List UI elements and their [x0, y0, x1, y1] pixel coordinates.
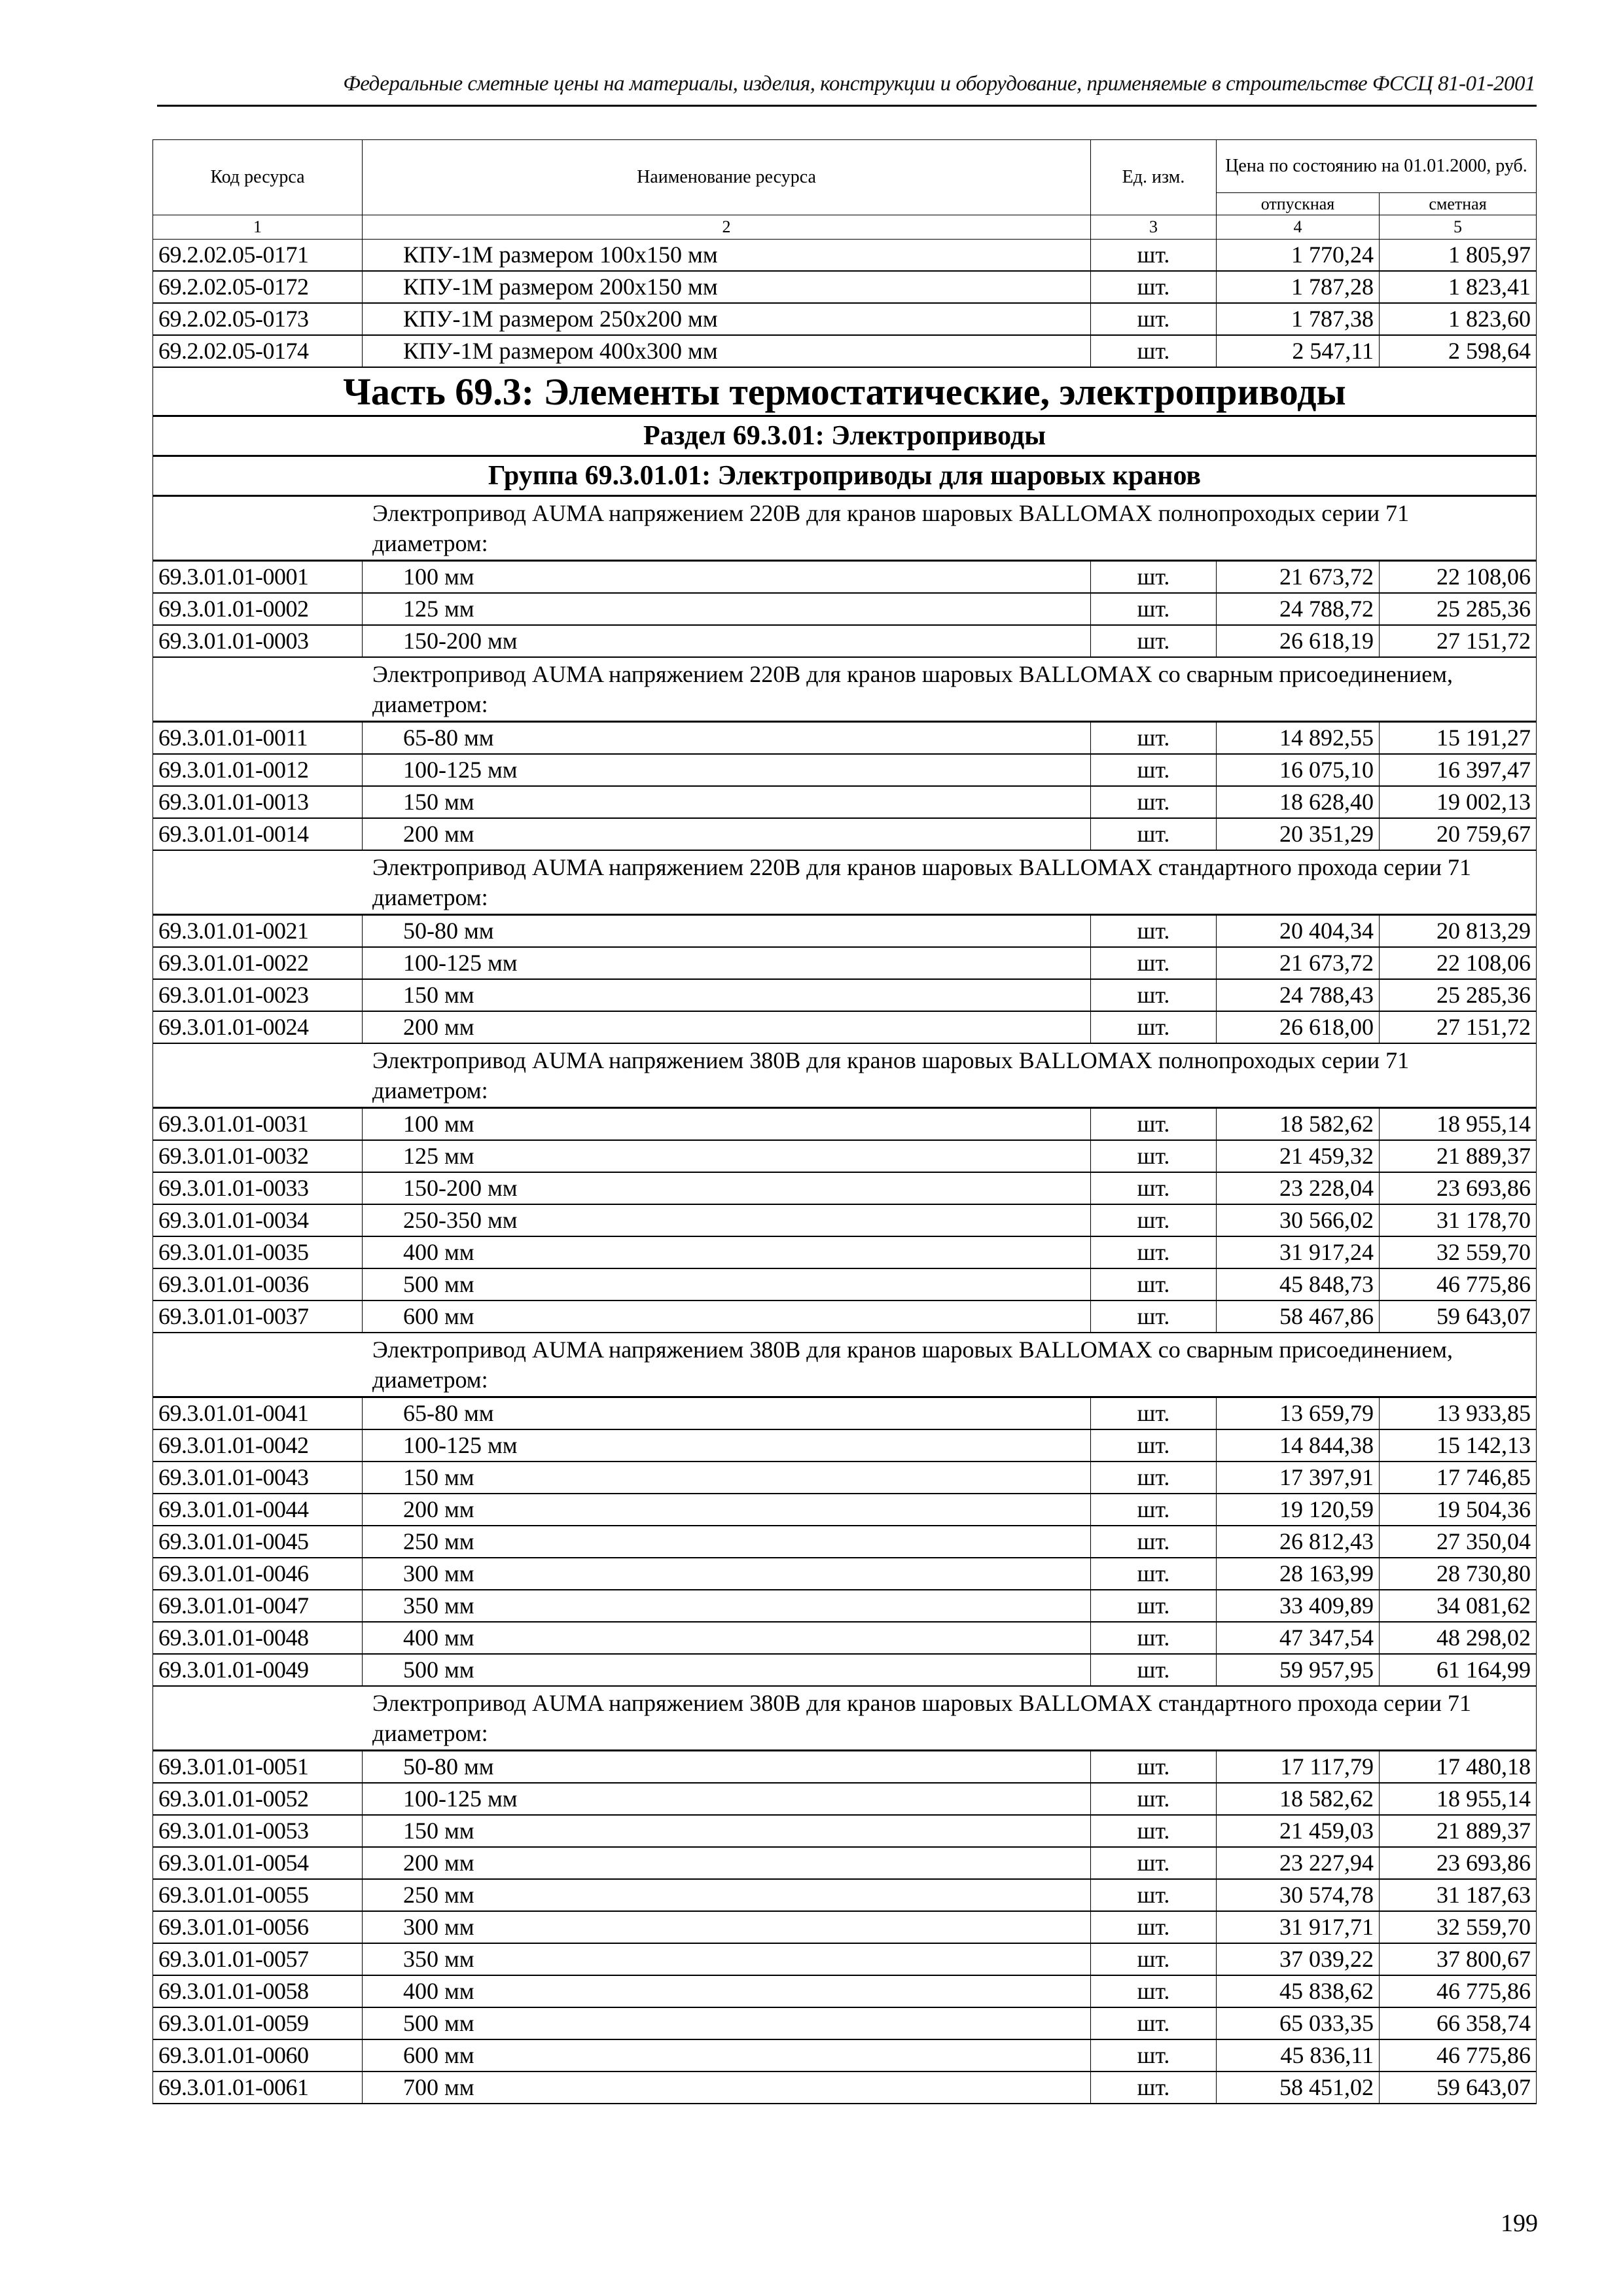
resource-name: 500 мм: [363, 2007, 1091, 2039]
column-number: 3: [1091, 215, 1217, 240]
resource-name: 300 мм: [363, 1911, 1091, 1943]
subgroup-heading-row: [153, 1333, 1537, 1397]
table-row: [153, 1975, 1537, 2007]
price-release: 37 039,22: [1217, 1943, 1380, 1975]
price-release: 1 770,24: [1217, 240, 1380, 272]
table-row: [153, 303, 1537, 335]
price-release: 59 957,95: [1217, 1654, 1380, 1686]
header-name: Наименование ресурса: [363, 140, 1091, 215]
subgroup-heading: Электропривод AUMA напряжением 220В для кранов шаровых BALLOMAX стандартного прохода серии 71 диаметром:: [153, 850, 1537, 915]
unit-of-measure: шт.: [1091, 786, 1217, 818]
part-title-row: [153, 367, 1537, 416]
table-row: [153, 2007, 1537, 2039]
table-row: [153, 1526, 1537, 1558]
resource-code: 69.2.02.05-0171: [153, 240, 363, 272]
part-title: Часть 69.3: Элементы термостатические, электроприводы: [153, 367, 1537, 416]
price-estimate: 66 358,74: [1380, 2007, 1537, 2039]
table-row: [153, 947, 1537, 979]
unit-of-measure: шт.: [1091, 1268, 1217, 1300]
resource-code: 69.2.02.05-0172: [153, 271, 363, 303]
price-estimate: 48 298,02: [1380, 1622, 1537, 1654]
resource-name: 500 мм: [363, 1268, 1091, 1300]
subgroup-heading-row: [153, 657, 1537, 722]
table-row: [153, 1943, 1537, 1975]
table-row: [153, 1879, 1537, 1911]
price-estimate: 32 559,70: [1380, 1911, 1537, 1943]
section-title: Раздел 69.3.01: Электроприводы: [153, 416, 1537, 456]
table-row: [153, 2039, 1537, 2072]
price-release: 31 917,24: [1217, 1236, 1380, 1268]
unit-of-measure: шт.: [1091, 1943, 1217, 1975]
unit-of-measure: шт.: [1091, 722, 1217, 755]
price-estimate: 18 955,14: [1380, 1108, 1537, 1141]
resource-name: 125 мм: [363, 593, 1091, 625]
price-release: 21 459,32: [1217, 1140, 1380, 1172]
price-release: 16 075,10: [1217, 754, 1380, 786]
price-estimate: 16 397,47: [1380, 754, 1537, 786]
resource-name: 150 мм: [363, 786, 1091, 818]
unit-of-measure: шт.: [1091, 240, 1217, 272]
resource-code: 69.3.01.01-0002: [153, 593, 363, 625]
price-estimate: 31 187,63: [1380, 1879, 1537, 1911]
unit-of-measure: шт.: [1091, 1397, 1217, 1430]
price-table: [152, 139, 1537, 2104]
price-release: 24 788,72: [1217, 593, 1380, 625]
resource-name: 300 мм: [363, 1558, 1091, 1590]
price-release: 14 892,55: [1217, 722, 1380, 755]
resource-name: 250 мм: [363, 1526, 1091, 1558]
price-release: 28 163,99: [1217, 1558, 1380, 1590]
resource-name: 150 мм: [363, 1815, 1091, 1847]
resource-name: 150 мм: [363, 1462, 1091, 1494]
table-row: [153, 1172, 1537, 1204]
price-estimate: 46 775,86: [1380, 2039, 1537, 2072]
resource-name: 250-350 мм: [363, 1204, 1091, 1236]
resource-name: 500 мм: [363, 1654, 1091, 1686]
resource-name: 200 мм: [363, 818, 1091, 850]
resource-code: 69.3.01.01-0044: [153, 1494, 363, 1526]
table-row: [153, 1140, 1537, 1172]
unit-of-measure: шт.: [1091, 1879, 1217, 1911]
table-row: [153, 722, 1537, 755]
unit-of-measure: шт.: [1091, 1911, 1217, 1943]
resource-code: 69.3.01.01-0056: [153, 1911, 363, 1943]
price-release: 26 618,19: [1217, 625, 1380, 657]
resource-code: 69.3.01.01-0003: [153, 625, 363, 657]
resource-name: 100 мм: [363, 1108, 1091, 1141]
resource-name: 200 мм: [363, 1494, 1091, 1526]
unit-of-measure: шт.: [1091, 1783, 1217, 1815]
unit-of-measure: шт.: [1091, 1172, 1217, 1204]
price-release: 1 787,38: [1217, 303, 1380, 335]
resource-code: 69.2.02.05-0174: [153, 335, 363, 367]
resource-code: 69.3.01.01-0043: [153, 1462, 363, 1494]
price-release: 47 347,54: [1217, 1622, 1380, 1654]
unit-of-measure: шт.: [1091, 1300, 1217, 1333]
resource-code: 69.3.01.01-0059: [153, 2007, 363, 2039]
column-number: 1: [153, 215, 363, 240]
price-release: 21 459,03: [1217, 1815, 1380, 1847]
price-estimate: 25 285,36: [1380, 979, 1537, 1011]
price-release: 31 917,71: [1217, 1911, 1380, 1943]
price-release: 21 673,72: [1217, 561, 1380, 594]
price-estimate: 23 693,86: [1380, 1847, 1537, 1879]
table-row: [153, 1204, 1537, 1236]
subgroup-heading: Электропривод AUMA напряжением 380В для кранов шаровых BALLOMAX стандартного прохода серии 71 диаметром:: [153, 1686, 1537, 1751]
price-estimate: 18 955,14: [1380, 1783, 1537, 1815]
table-row: [153, 1558, 1537, 1590]
table-row: [153, 593, 1537, 625]
price-estimate: 46 775,86: [1380, 1975, 1537, 2007]
unit-of-measure: шт.: [1091, 1590, 1217, 1622]
resource-code: 69.3.01.01-0013: [153, 786, 363, 818]
running-header: Федеральные сметные цены на материалы, изделия, конструкции и оборудование, применяемые в строительстве ФССЦ 81-01-2001: [343, 72, 1535, 96]
table-row: [153, 271, 1537, 303]
price-release: 20 351,29: [1217, 818, 1380, 850]
price-release: 23 228,04: [1217, 1172, 1380, 1204]
price-estimate: 2 598,64: [1380, 335, 1537, 367]
price-estimate: 1 805,97: [1380, 240, 1537, 272]
column-number: 2: [363, 215, 1091, 240]
table-row: [153, 1397, 1537, 1430]
group-title: Группа 69.3.01.01: Электроприводы для шаровых кранов: [153, 456, 1537, 496]
price-release: 17 117,79: [1217, 1751, 1380, 1784]
resource-code: 69.3.01.01-0021: [153, 915, 363, 948]
page-number: 199: [1501, 2210, 1538, 2237]
price-release: 45 848,73: [1217, 1268, 1380, 1300]
table-row: [153, 1462, 1537, 1494]
resource-code: 69.3.01.01-0034: [153, 1204, 363, 1236]
subgroup-heading-row: [153, 1686, 1537, 1751]
table-row: [153, 1236, 1537, 1268]
table-row: [153, 1783, 1537, 1815]
table-row: [153, 818, 1537, 850]
price-release: 30 574,78: [1217, 1879, 1380, 1911]
table-row: [153, 1751, 1537, 1784]
resource-name: КПУ-1М размером 100х150 мм: [363, 240, 1091, 272]
price-release: 18 582,62: [1217, 1108, 1380, 1141]
unit-of-measure: шт.: [1091, 625, 1217, 657]
resource-code: 69.3.01.01-0011: [153, 722, 363, 755]
header-price-release: отпускная: [1217, 193, 1380, 215]
table-row: [153, 1300, 1537, 1333]
resource-code: 69.3.01.01-0058: [153, 1975, 363, 2007]
price-estimate: 1 823,41: [1380, 271, 1537, 303]
price-release: 13 659,79: [1217, 1397, 1380, 1430]
unit-of-measure: шт.: [1091, 2072, 1217, 2104]
price-estimate: 37 800,67: [1380, 1943, 1537, 1975]
price-release: 65 033,35: [1217, 2007, 1380, 2039]
table-row: [153, 1622, 1537, 1654]
table-row: [153, 754, 1537, 786]
unit-of-measure: шт.: [1091, 1558, 1217, 1590]
resource-name: 100 мм: [363, 561, 1091, 594]
unit-of-measure: шт.: [1091, 1204, 1217, 1236]
resource-name: 100-125 мм: [363, 947, 1091, 979]
resource-name: 250 мм: [363, 1879, 1091, 1911]
price-release: 2 547,11: [1217, 335, 1380, 367]
column-number-row: [153, 215, 1537, 240]
price-estimate: 27 151,72: [1380, 1011, 1537, 1043]
header-code: Код ресурса: [153, 140, 363, 215]
price-estimate: 13 933,85: [1380, 1397, 1537, 1430]
unit-of-measure: шт.: [1091, 593, 1217, 625]
price-release: 17 397,91: [1217, 1462, 1380, 1494]
resource-code: 69.3.01.01-0042: [153, 1429, 363, 1462]
price-release: 24 788,43: [1217, 979, 1380, 1011]
table-row: [153, 915, 1537, 948]
table-row: [153, 1268, 1537, 1300]
price-estimate: 23 693,86: [1380, 1172, 1537, 1204]
price-estimate: 21 889,37: [1380, 1815, 1537, 1847]
resource-name: 150-200 мм: [363, 1172, 1091, 1204]
table-row: [153, 1429, 1537, 1462]
resource-name: КПУ-1М размером 250х200 мм: [363, 303, 1091, 335]
unit-of-measure: шт.: [1091, 2007, 1217, 2039]
price-release: 45 836,11: [1217, 2039, 1380, 2072]
unit-of-measure: шт.: [1091, 561, 1217, 594]
resource-code: 69.3.01.01-0053: [153, 1815, 363, 1847]
price-release: 58 467,86: [1217, 1300, 1380, 1333]
resource-name: 100-125 мм: [363, 754, 1091, 786]
resource-name: 65-80 мм: [363, 1397, 1091, 1430]
resource-code: 69.3.01.01-0045: [153, 1526, 363, 1558]
resource-code: 69.3.01.01-0014: [153, 818, 363, 850]
price-release: 21 673,72: [1217, 947, 1380, 979]
table-row: [153, 1590, 1537, 1622]
resource-name: 400 мм: [363, 1975, 1091, 2007]
resource-name: 50-80 мм: [363, 1751, 1091, 1784]
column-number: 4: [1217, 215, 1380, 240]
price-release: 18 582,62: [1217, 1783, 1380, 1815]
unit-of-measure: шт.: [1091, 754, 1217, 786]
resource-name: 200 мм: [363, 1847, 1091, 1879]
price-estimate: 27 350,04: [1380, 1526, 1537, 1558]
price-release: 18 628,40: [1217, 786, 1380, 818]
resource-code: 69.3.01.01-0057: [153, 1943, 363, 1975]
price-estimate: 59 643,07: [1380, 1300, 1537, 1333]
resource-code: 69.3.01.01-0001: [153, 561, 363, 594]
price-estimate: 21 889,37: [1380, 1140, 1537, 1172]
resource-code: 69.3.01.01-0037: [153, 1300, 363, 1333]
resource-name: 350 мм: [363, 1590, 1091, 1622]
resource-name: КПУ-1М размером 200х150 мм: [363, 271, 1091, 303]
unit-of-measure: шт.: [1091, 1654, 1217, 1686]
resource-code: 69.3.01.01-0012: [153, 754, 363, 786]
resource-code: 69.3.01.01-0033: [153, 1172, 363, 1204]
unit-of-measure: шт.: [1091, 947, 1217, 979]
unit-of-measure: шт.: [1091, 1751, 1217, 1784]
resource-name: 125 мм: [363, 1140, 1091, 1172]
group-title-row: [153, 456, 1537, 496]
table-row: [153, 1815, 1537, 1847]
column-number: 5: [1380, 215, 1537, 240]
table-row: [153, 335, 1537, 367]
unit-of-measure: шт.: [1091, 303, 1217, 335]
price-release: 26 812,43: [1217, 1526, 1380, 1558]
resource-code: 69.3.01.01-0052: [153, 1783, 363, 1815]
price-release: 33 409,89: [1217, 1590, 1380, 1622]
resource-code: 69.3.01.01-0035: [153, 1236, 363, 1268]
unit-of-measure: шт.: [1091, 1815, 1217, 1847]
unit-of-measure: шт.: [1091, 915, 1217, 948]
unit-of-measure: шт.: [1091, 1847, 1217, 1879]
subgroup-heading-row: [153, 1043, 1537, 1108]
resource-code: 69.3.01.01-0060: [153, 2039, 363, 2072]
unit-of-measure: шт.: [1091, 271, 1217, 303]
resource-code: 69.3.01.01-0023: [153, 979, 363, 1011]
table-row: [153, 1911, 1537, 1943]
resource-name: 150 мм: [363, 979, 1091, 1011]
price-estimate: 31 178,70: [1380, 1204, 1537, 1236]
unit-of-measure: шт.: [1091, 979, 1217, 1011]
unit-of-measure: шт.: [1091, 1429, 1217, 1462]
price-release: 14 844,38: [1217, 1429, 1380, 1462]
price-estimate: 15 191,27: [1380, 722, 1537, 755]
subgroup-heading: Электропривод AUMA напряжением 380В для кранов шаровых BALLOMAX со сварным присоединением, диаметром:: [153, 1333, 1537, 1397]
price-estimate: 20 813,29: [1380, 915, 1537, 948]
price-estimate: 46 775,86: [1380, 1268, 1537, 1300]
resource-name: 400 мм: [363, 1622, 1091, 1654]
price-estimate: 20 759,67: [1380, 818, 1537, 850]
resource-code: 69.3.01.01-0055: [153, 1879, 363, 1911]
price-estimate: 28 730,80: [1380, 1558, 1537, 1590]
unit-of-measure: шт.: [1091, 1140, 1217, 1172]
price-estimate: 1 823,60: [1380, 303, 1537, 335]
subgroup-heading-row: [153, 850, 1537, 915]
resource-code: 69.3.01.01-0049: [153, 1654, 363, 1686]
header-price-group: Цена по состоянию на 01.01.2000, руб.: [1217, 140, 1537, 193]
resource-name: 600 мм: [363, 2039, 1091, 2072]
unit-of-measure: шт.: [1091, 1526, 1217, 1558]
resource-name: 150-200 мм: [363, 625, 1091, 657]
resource-code: 69.3.01.01-0051: [153, 1751, 363, 1784]
price-estimate: 59 643,07: [1380, 2072, 1537, 2104]
unit-of-measure: шт.: [1091, 818, 1217, 850]
resource-name: 600 мм: [363, 1300, 1091, 1333]
resource-code: 69.3.01.01-0047: [153, 1590, 363, 1622]
price-estimate: 27 151,72: [1380, 625, 1537, 657]
price-release: 30 566,02: [1217, 1204, 1380, 1236]
table-row: [153, 786, 1537, 818]
price-release: 45 838,62: [1217, 1975, 1380, 2007]
unit-of-measure: шт.: [1091, 1494, 1217, 1526]
resource-code: 69.3.01.01-0032: [153, 1140, 363, 1172]
table-row: [153, 2072, 1537, 2104]
resource-code: 69.3.01.01-0041: [153, 1397, 363, 1430]
table-row: [153, 979, 1537, 1011]
price-estimate: 17 746,85: [1380, 1462, 1537, 1494]
resource-code: 69.3.01.01-0048: [153, 1622, 363, 1654]
resource-name: 100-125 мм: [363, 1783, 1091, 1815]
unit-of-measure: шт.: [1091, 1462, 1217, 1494]
table-row: [153, 561, 1537, 594]
price-estimate: 34 081,62: [1380, 1590, 1537, 1622]
unit-of-measure: шт.: [1091, 2039, 1217, 2072]
resource-name: 400 мм: [363, 1236, 1091, 1268]
unit-of-measure: шт.: [1091, 1108, 1217, 1141]
table-row: [153, 1108, 1537, 1141]
unit-of-measure: шт.: [1091, 1622, 1217, 1654]
price-estimate: 22 108,06: [1380, 561, 1537, 594]
price-estimate: 19 504,36: [1380, 1494, 1537, 1526]
section-title-row: [153, 416, 1537, 456]
resource-code: 69.3.01.01-0024: [153, 1011, 363, 1043]
price-release: 26 618,00: [1217, 1011, 1380, 1043]
unit-of-measure: шт.: [1091, 335, 1217, 367]
price-release: 1 787,28: [1217, 271, 1380, 303]
resource-code: 69.3.01.01-0054: [153, 1847, 363, 1879]
resource-code: 69.3.01.01-0046: [153, 1558, 363, 1590]
header-price-estimate: сметная: [1380, 193, 1537, 215]
subgroup-heading-row: [153, 496, 1537, 561]
resource-name: 65-80 мм: [363, 722, 1091, 755]
unit-of-measure: шт.: [1091, 1011, 1217, 1043]
price-estimate: 19 002,13: [1380, 786, 1537, 818]
table-row: [153, 1847, 1537, 1879]
table-row: [153, 1654, 1537, 1686]
price-estimate: 22 108,06: [1380, 947, 1537, 979]
resource-code: 69.3.01.01-0022: [153, 947, 363, 979]
resource-name: 350 мм: [363, 1943, 1091, 1975]
resource-name: 200 мм: [363, 1011, 1091, 1043]
unit-of-measure: шт.: [1091, 1975, 1217, 2007]
resource-code: 69.2.02.05-0173: [153, 303, 363, 335]
price-release: 19 120,59: [1217, 1494, 1380, 1526]
resource-name: 700 мм: [363, 2072, 1091, 2104]
price-estimate: 15 142,13: [1380, 1429, 1537, 1462]
price-estimate: 61 164,99: [1380, 1654, 1537, 1686]
subgroup-heading: Электропривод AUMA напряжением 380В для кранов шаровых BALLOMAX полнопроходых серии 71 диаметром:: [153, 1043, 1537, 1108]
resource-code: 69.3.01.01-0031: [153, 1108, 363, 1141]
table-row: [153, 1494, 1537, 1526]
price-estimate: 17 480,18: [1380, 1751, 1537, 1784]
table-row: [153, 625, 1537, 657]
price-release: 23 227,94: [1217, 1847, 1380, 1879]
subgroup-heading: Электропривод AUMA напряжением 220В для кранов шаровых BALLOMAX со сварным присоединением, диаметром:: [153, 657, 1537, 722]
resource-code: 69.3.01.01-0061: [153, 2072, 363, 2104]
resource-code: 69.3.01.01-0036: [153, 1268, 363, 1300]
subgroup-heading: Электропривод AUMA напряжением 220В для кранов шаровых BALLOMAX полнопроходых серии 71 диаметром:: [153, 496, 1537, 561]
header-unit: Ед. изм.: [1091, 140, 1217, 215]
price-estimate: 32 559,70: [1380, 1236, 1537, 1268]
table-row: [153, 240, 1537, 272]
resource-name: 100-125 мм: [363, 1429, 1091, 1462]
unit-of-measure: шт.: [1091, 1236, 1217, 1268]
resource-name: 50-80 мм: [363, 915, 1091, 948]
resource-name: КПУ-1М размером 400х300 мм: [363, 335, 1091, 367]
price-release: 20 404,34: [1217, 915, 1380, 948]
table-row: [153, 1011, 1537, 1043]
price-estimate: 25 285,36: [1380, 593, 1537, 625]
header-rule: [157, 105, 1537, 107]
price-release: 58 451,02: [1217, 2072, 1380, 2104]
